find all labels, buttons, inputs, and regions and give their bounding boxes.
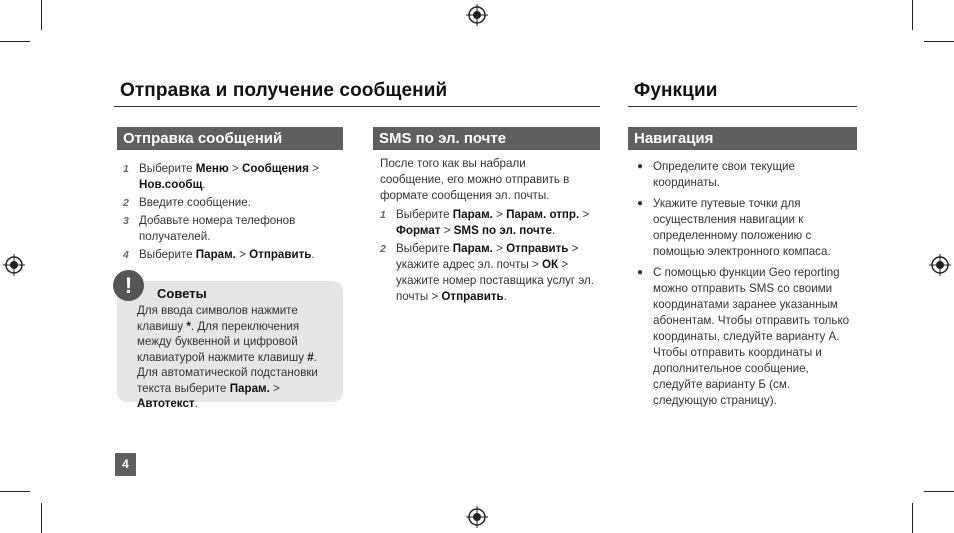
bold-term: Парам.	[452, 208, 493, 221]
text-run: >	[269, 381, 280, 395]
text-run: Введите сообщение.	[139, 196, 251, 209]
step-number: 4	[123, 249, 129, 261]
text-run: >	[228, 162, 243, 175]
crop-mark	[0, 491, 30, 492]
registration-mark-icon	[466, 4, 488, 26]
bold-term: Парам.	[229, 381, 270, 395]
bold-term: #	[307, 350, 314, 364]
step-number: 2	[123, 197, 129, 209]
steps-list-sending	[123, 161, 338, 265]
bullet-icon: ●	[637, 161, 644, 172]
text-run: Для ввода символов нажмите клавишу	[137, 304, 298, 333]
text-run: .	[311, 248, 315, 261]
list-item	[633, 196, 855, 260]
text-run: .	[551, 224, 556, 237]
text-run: .	[202, 178, 206, 191]
registration-mark-icon	[929, 254, 951, 276]
bold-term: Сообщения	[242, 162, 309, 175]
steps-list-sms-email	[380, 207, 602, 307]
bold-term: Отправить	[506, 242, 569, 255]
bold-term: Формат	[396, 224, 441, 237]
page-number: 4	[115, 453, 136, 476]
text-run: Выберите	[396, 208, 453, 221]
tips-title: Советы	[157, 286, 207, 301]
bullet-text: Укажите путевые точки для осуществления навигации к определенному положению с помощью электронного компаса.	[653, 197, 831, 258]
bullet-text: С помощью функции Geo reporting можно отправить SMS со своими координатами заранее указанным абонентам. Чтобы отправить только координаты, следуйте варианту А. Чтобы отправить координаты и дополнительное сообщение, следуйте варианту Б (см. следующую страницу).	[653, 266, 850, 407]
crop-mark	[912, 0, 913, 30]
text-run: . Для переключения между буквенной и цифровой клавиатурой нажмите клавишу	[137, 319, 308, 364]
bullet-icon: ●	[637, 267, 644, 278]
bold-term: Парам.	[452, 242, 493, 255]
text-run: Выберите	[139, 162, 196, 175]
text-run: Добавьте номера телефонов получателей.	[139, 214, 296, 243]
tips-text	[137, 303, 335, 412]
bold-term: Парам. отпр.	[506, 208, 580, 221]
text-run: >	[235, 248, 250, 261]
text-run: .	[194, 397, 198, 410]
section-header-sending: Отправка сообщений	[117, 127, 343, 150]
page-title-right: Функции	[634, 80, 718, 101]
sms-email-intro: После того как вы набрали сообщение, его можно отправить в формате сообщения эл. почты.	[380, 157, 570, 202]
text-run: Выберите	[139, 248, 196, 261]
exclamation-icon: !	[113, 270, 144, 301]
text-run: >	[492, 242, 507, 255]
section-header-navigation: Навигация	[628, 127, 857, 150]
section-header-sms-email: SMS по эл. почте	[373, 127, 600, 150]
step-number: 3	[123, 215, 129, 227]
list-item	[380, 207, 602, 239]
bold-term: Отправить	[441, 290, 504, 303]
bold-term: Отправить	[249, 248, 312, 261]
text-run: >	[308, 162, 319, 175]
registration-mark-icon	[466, 506, 488, 528]
title-divider	[114, 106, 600, 107]
text-run: . Для автоматической подстановки текста выберите	[137, 350, 318, 395]
list-item	[633, 265, 855, 409]
bullet-icon: ●	[637, 198, 644, 209]
step-number: 1	[123, 163, 129, 175]
crop-mark	[924, 491, 954, 492]
bold-term: SMS по эл. почте	[453, 224, 552, 237]
list-item	[123, 247, 338, 263]
bold-term: *	[186, 319, 191, 333]
crop-mark	[0, 41, 30, 42]
bold-term: Автотекст	[137, 397, 195, 410]
page-title-left: Отправка и получение сообщений	[120, 80, 448, 101]
list-item	[380, 241, 602, 305]
list-item	[123, 213, 338, 245]
bold-term: ОК	[542, 258, 559, 271]
list-item	[633, 159, 855, 191]
crop-mark	[41, 503, 42, 533]
crop-mark	[924, 41, 954, 42]
text-run: >	[440, 224, 454, 237]
step-number: 1	[380, 209, 386, 221]
step-number: 2	[380, 243, 386, 255]
bold-term: Меню	[195, 162, 229, 175]
registration-mark-icon	[3, 254, 25, 276]
list-item	[123, 161, 338, 193]
crop-mark	[41, 0, 42, 30]
list-item	[123, 195, 338, 211]
text-run: >	[492, 208, 507, 221]
bullet-text: Определите свои текущие координаты.	[653, 160, 795, 189]
text-run: > укажите адрес эл. почты >	[396, 242, 579, 271]
bullet-list-navigation	[633, 159, 855, 414]
crop-mark	[912, 503, 913, 533]
text-run: >	[579, 208, 590, 221]
bold-term: Нов.сообщ	[139, 178, 203, 191]
text-run: > укажите номер поставщика услуг эл. почты >	[396, 258, 595, 303]
text-run: .	[503, 290, 507, 303]
text-run: Выберите	[396, 242, 453, 255]
bold-term: Парам.	[195, 248, 236, 261]
title-divider	[628, 106, 857, 107]
